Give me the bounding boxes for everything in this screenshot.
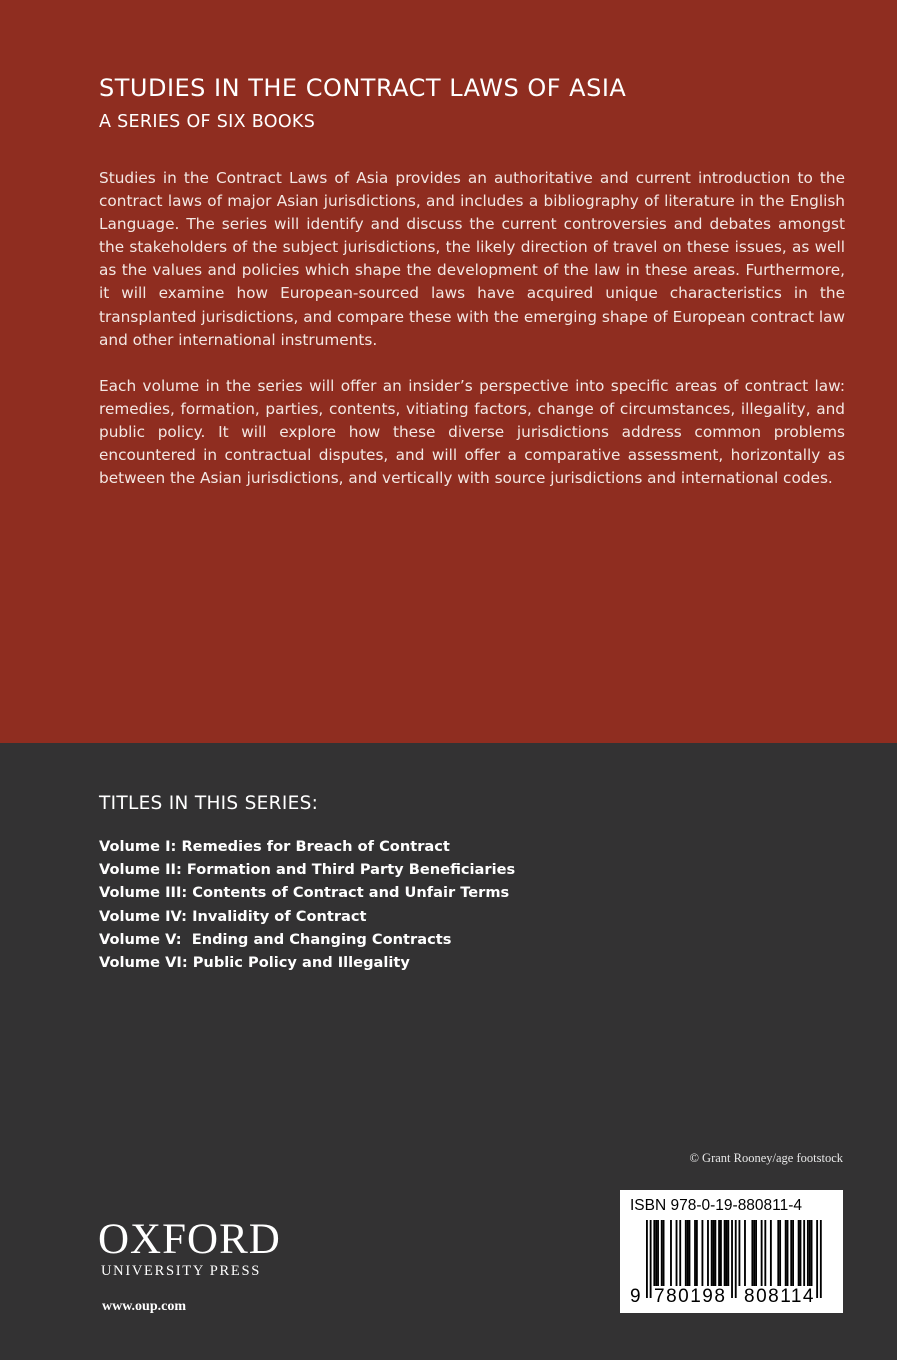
barcode-bar [751,1220,753,1286]
barcode-bar [800,1220,802,1286]
barcode-bar [661,1220,663,1286]
barcode-bar [670,1220,672,1286]
logo-press-text: UNIVERSITY PRESS [101,1263,262,1279]
barcode-bar [711,1220,713,1286]
barcode-bar [761,1220,763,1286]
barcode-bar [787,1220,789,1286]
barcode-bar [655,1220,657,1286]
barcode-bar [653,1220,655,1286]
barcode-bar [792,1220,794,1286]
barcode-bar [811,1220,813,1286]
barcode-bar [707,1220,709,1286]
oxford-logo [98,1218,298,1280]
publisher-website: www.oup.com [102,1299,187,1314]
barcode-bar [689,1220,691,1286]
barcode-bar [696,1220,698,1286]
barcode-bar [685,1220,687,1286]
barcode-bar [807,1220,809,1286]
barcode-bar [679,1220,681,1286]
barcode-bar [657,1220,659,1286]
barcode-box [620,1190,843,1313]
barcode-bar [779,1220,781,1286]
title-volume-5: Volume V: Ending and Changing Contracts [99,930,452,948]
title-volume-3: Volume III: Contents of Contract and Unfair Terms [99,884,510,902]
barcode-digits-right: 808114 [744,1286,815,1307]
series-subtitle: A SERIES OF SIX BOOKS [99,112,316,132]
title-volume-1: Volume I: Remedies for Breach of Contract [99,838,450,855]
titles-list [99,835,515,974]
barcode-bar [650,1220,652,1298]
barcode-bar [714,1220,716,1286]
description-paragraph-1: Studies in the Contract Laws of Asia provides an authoritative and current introduction to the contract laws of major Asian jurisdictions, and includes a bibliography of literature in the English Language. The series will identify and discuss the current controversies and debates amongst the stakeholders of the subject jurisdictions, the likely direction of travel on these issues, as well as the values and policies which shape the development of the law in these areas. Furthermore, it will examine how European-sourced laws have acquired unique characteristics in the transplanted jurisdictions, and compare these with the emerging shape of European contract law and other international instruments. [99,169,845,349]
barcode-bar [726,1220,728,1286]
logo-wordmark: OXFORD [98,1216,281,1263]
barcode-bar [718,1220,720,1286]
series-title: STUDIES IN THE CONTRACT LAWS OF ASIA [99,74,627,102]
barcode-bar [713,1220,715,1286]
barcode-digits-left: 780198 [654,1286,727,1307]
photo-credit: © Grant Rooney/age footstock [689,1151,843,1165]
title-volume-4: Volume IV: Invalidity of Contract [99,907,367,925]
barcode-bar [809,1220,811,1286]
barcode-bar [744,1220,746,1286]
barcode-bar [798,1220,800,1286]
barcode-digit-first: 9 [630,1286,641,1307]
barcode-bar [790,1220,792,1286]
barcode-bar [720,1220,722,1286]
barcode-bar [753,1220,755,1286]
barcode-bar [694,1220,696,1286]
barcode-bar [663,1220,665,1286]
description-paragraph-2: Each volume in the series will offer an insider’s perspective into specific areas of contract law: remedies, formation, parties, contents, vitiating factors, change of circumstances, illegality, and public policy. It will explore how these diverse jurisdictions address common problems encountered in contractual disputes, and will offer a comparative assessment, horizontally as between the Asian jurisdictions, and vertically with source jurisdictions and international codes. [99,376,845,488]
barcode-bar [727,1220,729,1286]
isbn-label: ISBN 978-0-19-880811-4 [630,1197,803,1214]
barcode-bar [724,1220,726,1286]
titles-heading: TITLES IN THIS SERIES: [99,793,319,814]
barcode-bar [646,1220,648,1298]
barcode-bar [687,1220,689,1286]
barcode-bar [676,1220,678,1286]
barcode-bar [770,1220,772,1286]
barcode-bar [764,1220,766,1286]
series-description [99,167,845,513]
barcode-bar [785,1220,787,1286]
barcode-bar [739,1220,741,1286]
barcode-bar [702,1220,704,1286]
barcode-bar [755,1220,757,1286]
barcode-bar [803,1220,805,1286]
title-volume-2: Volume II: Formation and Third Party Beneficiaries [99,861,516,879]
title-volume-6: Volume VI: Public Policy and Illegality [99,954,410,972]
barcode-bar [777,1220,779,1286]
